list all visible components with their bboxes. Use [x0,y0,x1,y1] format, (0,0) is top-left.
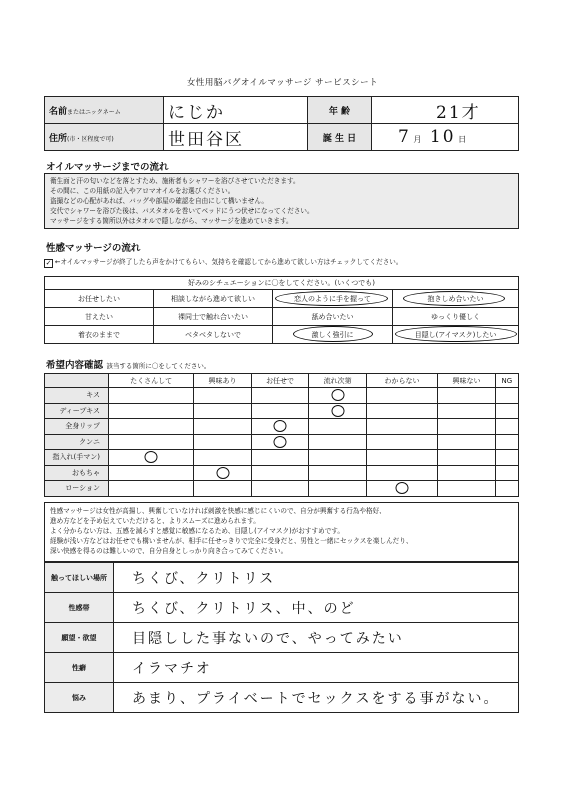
hope-cell[interactable] [309,419,367,435]
hope-cell[interactable] [438,403,496,419]
hope-table [44,373,519,497]
hope-cell[interactable] [309,465,367,481]
hope-cell[interactable] [109,388,194,404]
hope-cell[interactable] [109,450,194,466]
free-value[interactable]: ちくび、クリトリス [114,563,519,593]
pref-option[interactable]: 抱きしめ合いたい [393,290,519,308]
hope-cell[interactable] [109,434,194,450]
pref-option[interactable]: 相談しながら進めて欲しい [154,290,273,308]
hope-row-label: クンニ [45,434,109,450]
free-label: 悩み [45,683,114,713]
free-value[interactable]: 目隠しした事ないので、やってみたい [114,623,519,653]
hope-cell[interactable] [251,403,309,419]
free-label: 性癖 [45,653,114,683]
hope-cell[interactable] [194,465,252,481]
hope-col-header: NG [495,374,518,388]
hope-row [45,450,519,466]
selection-circle [216,467,229,479]
hope-cell[interactable] [366,481,437,497]
oil-line: その間に、この用紙の記入やアロマオイルをお選びください。 [50,187,235,195]
pref-option[interactable]: 裸同士で触れ合いたい [154,308,273,326]
hope-cell[interactable] [251,481,309,497]
birthday-value: 7 月 10 日 [372,124,519,151]
age-label: 年 齢 [308,97,372,124]
oil-line: 衛生面と汗の匂いなどを落とすため、施術者もシャワーを浴びさせていただきます。 [50,177,300,185]
pref-option[interactable]: ベタベタしないで [154,326,273,344]
note-line: 深い快感を得るのは難しいので、自分自身としっかり向き合ってみてください。 [50,547,288,555]
pref-option[interactable]: 恋人のように手を握って [273,290,393,308]
sheet-title: 女性用脳バグオイルマッサージ サービスシート [186,78,379,88]
hope-row-label: おもちゃ [45,465,109,481]
pref-option[interactable]: お任せしたい [45,290,154,308]
hope-cell[interactable] [251,450,309,466]
hope-cell[interactable] [495,465,518,481]
selection-circle [396,482,409,494]
oil-section-box [44,173,519,229]
hope-cell[interactable] [309,434,367,450]
hope-row-label: 指入れ(手マン) [45,450,109,466]
hope-cell[interactable] [495,419,518,435]
hope-cell[interactable] [109,419,194,435]
oil-section-heading: オイルマッサージまでの流れ [46,162,169,173]
hope-row [45,388,519,404]
selection-circle [274,436,287,448]
selection-circle [274,420,287,432]
hope-row [45,481,519,497]
hope-cell[interactable] [495,388,518,404]
hope-col-header: たくさんして [109,374,194,388]
hope-cell[interactable] [366,388,437,404]
selection-circle [293,326,373,342]
hope-row-label: 全身リップ [45,419,109,435]
hope-cell[interactable] [438,465,496,481]
hope-cell[interactable] [194,403,252,419]
pref-option[interactable]: 甘えたい [45,308,154,326]
name-label: 名前またはニックネーム [45,97,164,124]
hope-col-header: 興味あり [194,374,252,388]
hope-col-header: 興味ない [438,374,496,388]
hope-cell[interactable] [366,450,437,466]
hope-cell[interactable] [495,403,518,419]
hope-cell[interactable] [194,434,252,450]
hope-col-header: お任せで [251,374,309,388]
hope-cell[interactable] [366,403,437,419]
hope-cell[interactable] [438,450,496,466]
hope-cell[interactable] [109,465,194,481]
hope-col-header: わからない [366,374,437,388]
hope-cell[interactable] [109,481,194,497]
hope-cell[interactable] [309,403,367,419]
hope-row-label: キス [45,388,109,404]
hope-row [45,419,519,435]
selection-circle [331,405,344,417]
hope-cell[interactable] [309,450,367,466]
hope-col-header: 流れ次第 [309,374,367,388]
hope-cell[interactable] [251,419,309,435]
hope-cell[interactable] [366,419,437,435]
free-value[interactable]: ちくび、クリトリス、中、のど [114,593,519,623]
sensual-section-heading: 性感マッサージの流れ [46,243,141,254]
confirm-checkbox[interactable]: ✓ [45,259,52,267]
check-confirm-line [44,256,402,268]
hope-cell[interactable] [366,434,437,450]
hope-cell[interactable] [109,403,194,419]
oil-line: 盗撮などの心配があれば、バッグや部屋の確認を自由にして構いません。 [50,197,268,205]
preference-table [44,276,519,344]
pref-option[interactable]: 目隠し(アイマスク)したい [393,326,519,344]
free-label: 性感帯 [45,593,114,623]
selection-circle [275,291,388,306]
free-value[interactable]: あまり、プライベートでセックスをする事がない。 [114,683,519,713]
hope-section-heading: 希望内容確認 該当する箇所に〇をしてください。 [46,360,211,371]
selection-circle [403,291,505,306]
pref-option[interactable]: 舐め合いたい [273,308,393,326]
note-line: 経験が浅い方などはお任せでも構いませんが、相手に任せっきりで完全に受身だと、男性と一緒にセックスを楽しんだり、 [50,537,413,545]
hope-row [45,465,519,481]
hope-row [45,434,519,450]
hope-cell[interactable] [495,434,518,450]
address-value: 世田谷区 [164,124,308,151]
hope-cell[interactable] [309,388,367,404]
free-answer-table [44,562,519,713]
selection-circle [395,326,517,342]
hope-cell[interactable] [309,481,367,497]
note-line: 性感マッサージは女性が高揚し、興奮していなければ刺激を快感に感じにくいので、自分が興奮する行為や格好、 [50,507,386,515]
hope-cell[interactable] [251,465,309,481]
hope-cell[interactable] [495,450,518,466]
selection-circle [145,451,158,463]
hope-cell[interactable] [194,450,252,466]
pref-option[interactable]: ゆっくり優しく [393,308,519,326]
free-value[interactable]: イラマチオ [114,653,519,683]
selection-circle [331,389,344,401]
check-confirm-text: ←オイルマッサージが終了したら声をかけてもらい、気持ちを確認してから進めて欲しい方はチェックしてください。 [55,258,403,266]
name-value: にじか [164,97,308,124]
hope-corner [45,374,109,388]
pref-option[interactable]: 着衣のままで [45,326,154,344]
preference-header: 好みのシチュエーションに〇をしてください。(いくつでも) [45,277,519,290]
hope-cell[interactable] [438,419,496,435]
hope-row [45,403,519,419]
pref-option[interactable]: 激しく強引に [273,326,393,344]
note-line: 進め方などを予め伝えていただけると、よりスムーズに進められます。 [50,517,260,525]
address-label: 住所(市・区程度で可) [45,124,164,151]
hope-row-label: ディープキス [45,403,109,419]
hope-cell[interactable] [194,481,252,497]
profile-table [44,96,519,151]
oil-line: 交代でシャワーを浴びた後は、バスタオルを巻いてベッドにうつ伏せになってください。 [50,207,314,215]
hope-cell[interactable] [438,388,496,404]
hope-cell[interactable] [251,434,309,450]
age-value: 21才 [372,97,519,124]
hope-cell[interactable] [438,481,496,497]
hope-row-label: ローション [45,481,109,497]
free-label: 願望・欲望 [45,623,114,653]
oil-line: マッサージをする箇所以外はタオルで隠しながら、マッサージを進めていきます。 [50,217,293,225]
birthday-label: 誕 生 日 [308,124,372,151]
hope-cell[interactable] [194,388,252,404]
hope-cell[interactable] [495,481,518,497]
hope-cell[interactable] [251,388,309,404]
note-line: よく分からない方は、五感を減らすと感覚に敏感になるため、目隠し(アイマスク)がおすすめです。 [50,527,344,535]
guidance-note [44,502,519,562]
hope-cell[interactable] [438,434,496,450]
hope-cell[interactable] [194,419,252,435]
free-label: 触ってほしい場所 [45,563,114,593]
hope-cell[interactable] [366,465,437,481]
